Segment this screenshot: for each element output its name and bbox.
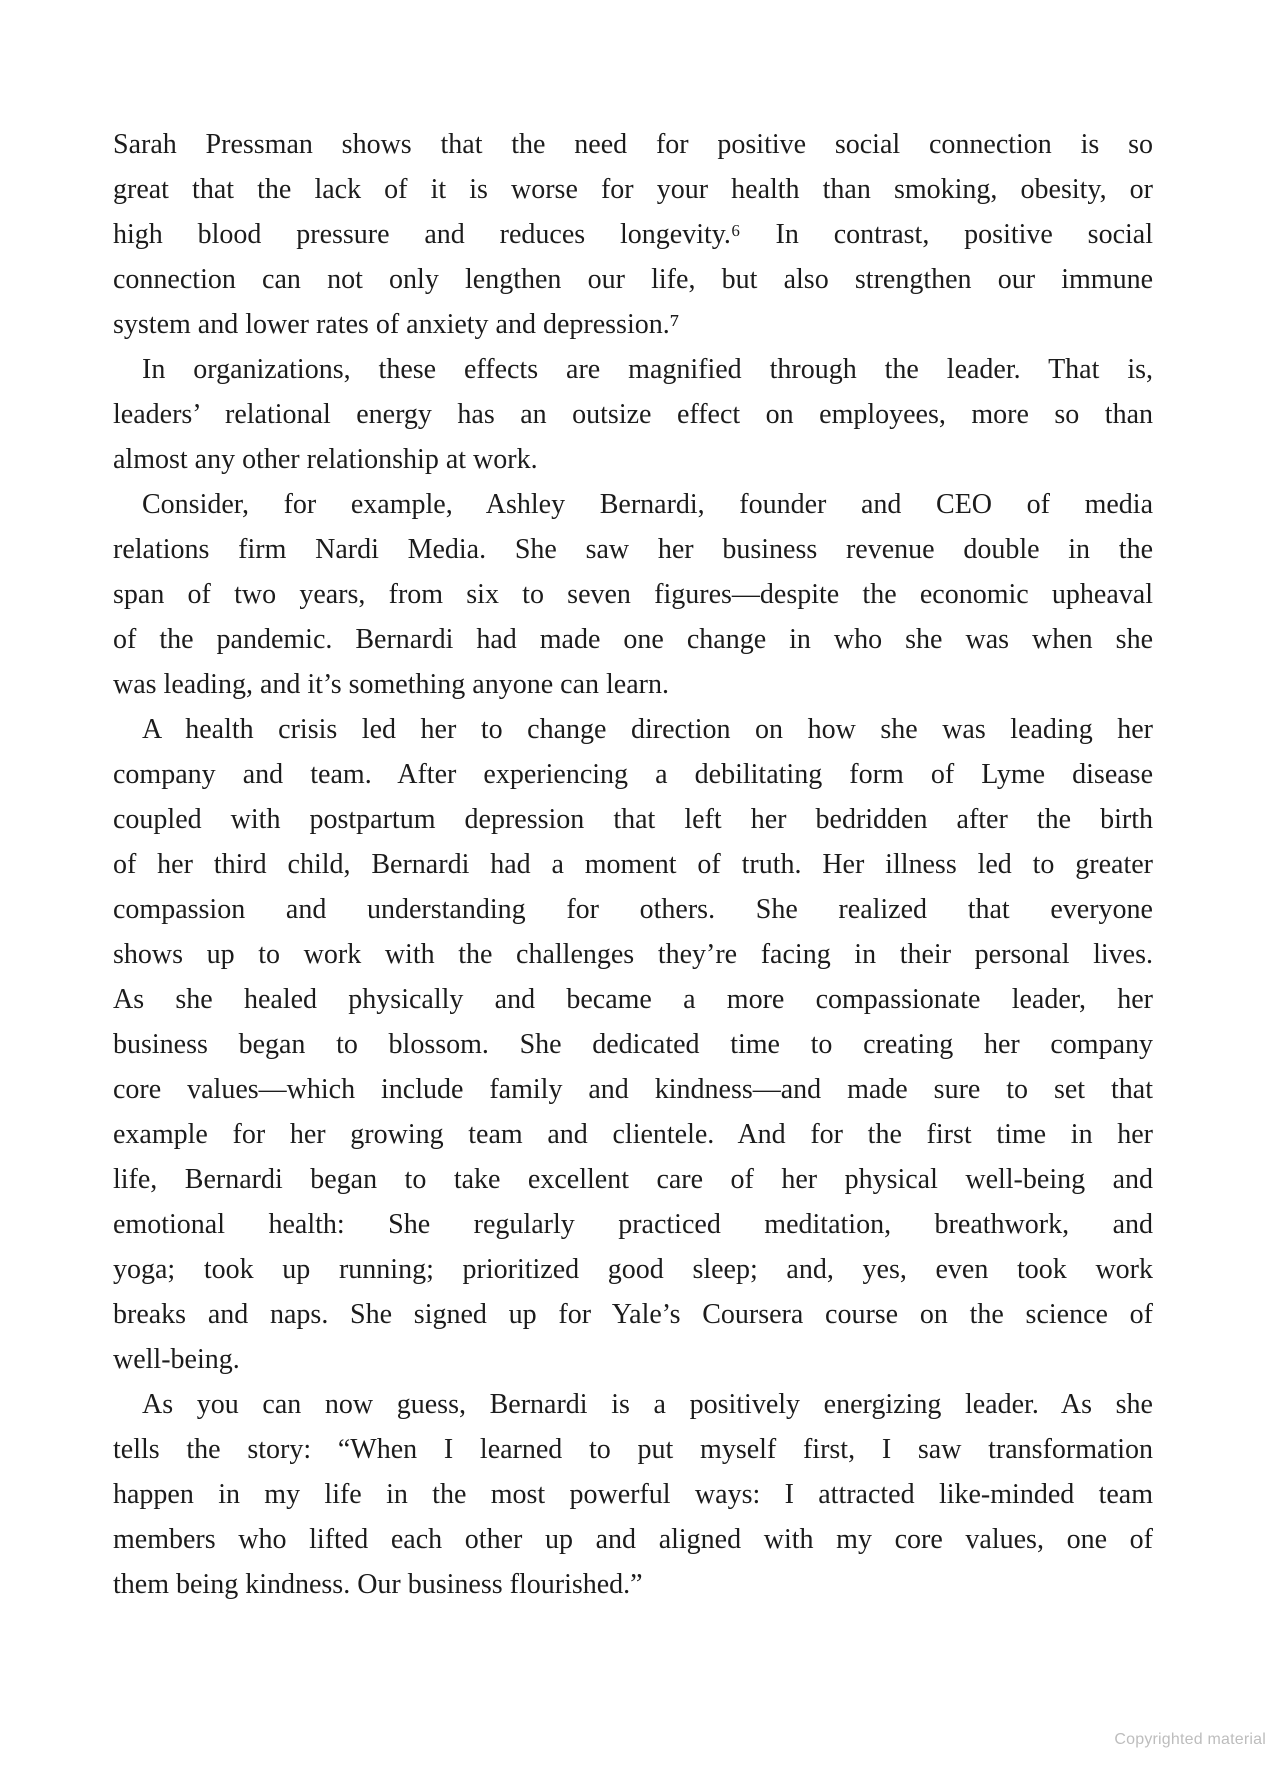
text-line: happen in my life in the most powerful ways: I attracted like-minded team	[113, 1479, 1153, 1510]
text-line: of her third child, Bernardi had a moment of truth. Her illness led to greater	[113, 849, 1153, 880]
text-line: system and lower rates of anxiety and depression.⁷	[113, 309, 680, 340]
text-line: As she healed physically and became a more compassionate leader, her	[113, 984, 1153, 1015]
paragraph	[113, 707, 1153, 1382]
text-line: A health crisis led her to change direction on how she was leading her	[142, 714, 1153, 745]
text-line: company and team. After experiencing a debilitating form of Lyme disease	[113, 759, 1153, 790]
paragraph	[113, 1382, 1153, 1607]
text-line: core values—which include family and kindness—and made sure to set that	[113, 1074, 1153, 1105]
text-line: almost any other relationship at work.	[113, 444, 538, 475]
text-line: Sarah Pressman shows that the need for positive social connection is so	[113, 129, 1153, 160]
paragraph	[113, 122, 1153, 347]
text-line: tells the story: “When I learned to put myself first, I saw transformation	[113, 1434, 1153, 1465]
text-line: well-being.	[113, 1344, 240, 1375]
page-text-block	[113, 122, 1153, 1607]
text-line: life, Bernardi began to take excellent care of her physical well-being and	[113, 1164, 1153, 1195]
text-line: coupled with postpartum depression that left her bedridden after the birth	[113, 804, 1153, 835]
text-line: shows up to work with the challenges they’re facing in their personal lives.	[113, 939, 1153, 970]
text-line: great that the lack of it is worse for your health than smoking, obesity, or	[113, 174, 1153, 205]
text-line: relations firm Nardi Media. She saw her business revenue double in the	[113, 534, 1153, 565]
text-line: of the pandemic. Bernardi had made one change in who she was when she	[113, 624, 1153, 655]
text-line: example for her growing team and clientele. And for the first time in her	[113, 1119, 1153, 1150]
text-line: business began to blossom. She dedicated time to creating her company	[113, 1029, 1153, 1060]
text-line: high blood pressure and reduces longevity.⁶ In contrast, positive social	[113, 219, 1153, 250]
paragraph	[113, 347, 1153, 482]
paragraph	[113, 482, 1153, 707]
copyright-watermark: Copyrighted material	[1114, 1731, 1266, 1748]
text-line: breaks and naps. She signed up for Yale’s Coursera course on the science of	[113, 1299, 1153, 1330]
text-line: was leading, and it’s something anyone can learn.	[113, 669, 669, 700]
text-line: compassion and understanding for others. She realized that everyone	[113, 894, 1153, 925]
text-line: In organizations, these effects are magnified through the leader. That is,	[142, 354, 1153, 385]
text-line: emotional health: She regularly practiced meditation, breathwork, and	[113, 1209, 1153, 1240]
text-line: leaders’ relational energy has an outsize effect on employees, more so than	[113, 399, 1153, 430]
text-line: yoga; took up running; prioritized good sleep; and, yes, even took work	[113, 1254, 1153, 1285]
text-line: span of two years, from six to seven figures—despite the economic upheaval	[113, 579, 1153, 610]
text-line: connection can not only lengthen our life, but also strengthen our immune	[113, 264, 1153, 295]
text-line: them being kindness. Our business flourished.”	[113, 1569, 643, 1600]
text-line: Consider, for example, Ashley Bernardi, founder and CEO of media	[142, 489, 1153, 520]
text-line: members who lifted each other up and aligned with my core values, one of	[113, 1524, 1153, 1555]
text-line: As you can now guess, Bernardi is a positively energizing leader. As she	[142, 1389, 1153, 1420]
